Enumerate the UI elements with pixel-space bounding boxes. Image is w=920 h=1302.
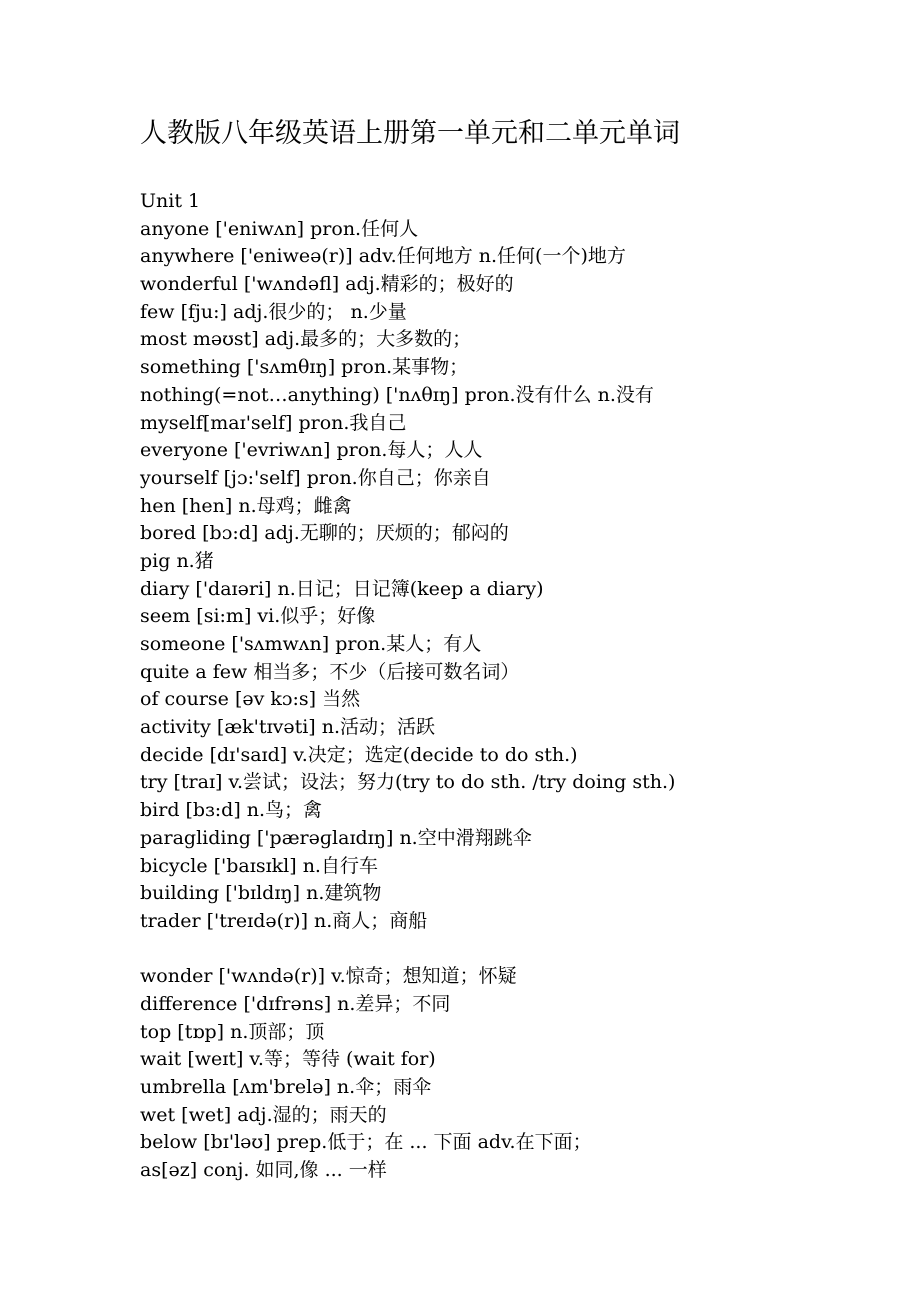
page-title: 人教版八年级英语上册第一单元和二单元单词 bbox=[140, 118, 680, 149]
vocabulary-entry: as[əz] conj. 如同,像 ... 一样 bbox=[140, 1159, 387, 1182]
vocabulary-entry: wonder ['wʌndə(r)] v.惊奇；想知道；怀疑 bbox=[140, 965, 517, 988]
vocabulary-entry: of course [əv kɔ:s] 当然 bbox=[140, 688, 361, 711]
vocabulary-entry: hen [hen] n.母鸡；雌禽 bbox=[140, 494, 352, 517]
vocabulary-entry: umbrella [ʌm'brelə] n.伞；雨伞 bbox=[140, 1076, 432, 1098]
vocabulary-entry: seem [si:m] vi.似乎；好像 bbox=[140, 605, 376, 628]
unit-1-word-list bbox=[140, 216, 900, 936]
vocabulary-entry: try [traɪ] v.尝试；设法；努力(try to do sth. /try doing sth.) bbox=[140, 771, 676, 794]
vocabulary-entry: trader ['treɪdə(r)] n.商人；商船 bbox=[140, 909, 428, 932]
vocabulary-entry: something ['sʌmθɪŋ] pron.某事物； bbox=[140, 356, 469, 379]
vocabulary-entry: someone ['sʌmwʌn] pron.某人；有人 bbox=[140, 633, 482, 655]
unit-heading: Unit 1 bbox=[140, 190, 201, 212]
vocabulary-entry: most məʊst] adj.最多的；大多数的； bbox=[140, 328, 472, 351]
vocabulary-entry: yourself [jɔ:'self] pron.你自己；你亲自 bbox=[140, 466, 491, 489]
section-spacer bbox=[140, 936, 900, 964]
vocabulary-entry: nothing(=not…anything) ['nʌθɪŋ] pron.没有什么 n.没有 bbox=[140, 383, 654, 406]
vocabulary-entry: top [tɒp] n.顶部；顶 bbox=[140, 1020, 325, 1043]
vocabulary-entry: myself[maɪ'self] pron.我自己 bbox=[140, 411, 407, 434]
vocabulary-entry: activity [æk'tɪvəti] n.活动；活跃 bbox=[140, 716, 436, 739]
vocabulary-entry: difference ['dɪfrəns] n.差异；不同 bbox=[140, 992, 451, 1015]
unit-1-word-list-continued bbox=[140, 963, 900, 1185]
vocabulary-entry: anywhere ['eniweə(r)] adv.任何地方 n.任何(一个)地方 bbox=[140, 245, 626, 268]
vocabulary-entry: decide [dɪ'saɪd] v.决定；选定(decide to do sth.) bbox=[140, 743, 578, 766]
vocabulary-entry: wait [weɪt] v.等；等待 (wait for) bbox=[140, 1048, 436, 1071]
vocabulary-entry: bored [bɔ:d] adj.无聊的；厌烦的；郁闷的 bbox=[140, 522, 509, 545]
vocabulary-entry: wet [wet] adj.湿的；雨天的 bbox=[140, 1103, 387, 1126]
vocabulary-entry: bird [bɜ:d] n.鸟；禽 bbox=[140, 799, 323, 822]
vocabulary-entry: quite a few 相当多；不少（后接可数名词） bbox=[140, 660, 520, 683]
vocabulary-entry: below [bɪ'ləʊ] prep.低于；在 ... 下面 adv.在下面； bbox=[140, 1131, 592, 1154]
vocabulary-entry: pig n.猪 bbox=[140, 549, 214, 572]
vocabulary-entry: diary ['daɪəri] n.日记；日记簿(keep a diary) bbox=[140, 577, 544, 600]
vocabulary-entry: wonderful ['wʌndəfl] adj.精彩的；极好的 bbox=[140, 273, 514, 296]
vocabulary-entry: building ['bɪldɪŋ] n.建筑物 bbox=[140, 882, 382, 905]
vocabulary-list bbox=[140, 188, 900, 1185]
vocabulary-entry: bicycle ['baɪsɪkl] n.自行车 bbox=[140, 854, 378, 877]
vocabulary-entry: everyone ['evriwʌn] pron.每人；人人 bbox=[140, 439, 483, 462]
vocabulary-entry: anyone ['eniwʌn] pron.任何人 bbox=[140, 217, 419, 240]
vocabulary-entry: paragliding ['pærəɡlaɪdɪŋ] n.空中滑翔跳伞 bbox=[140, 826, 532, 849]
vocabulary-entry: few [fju:] adj.很少的； n.少量 bbox=[140, 300, 407, 323]
